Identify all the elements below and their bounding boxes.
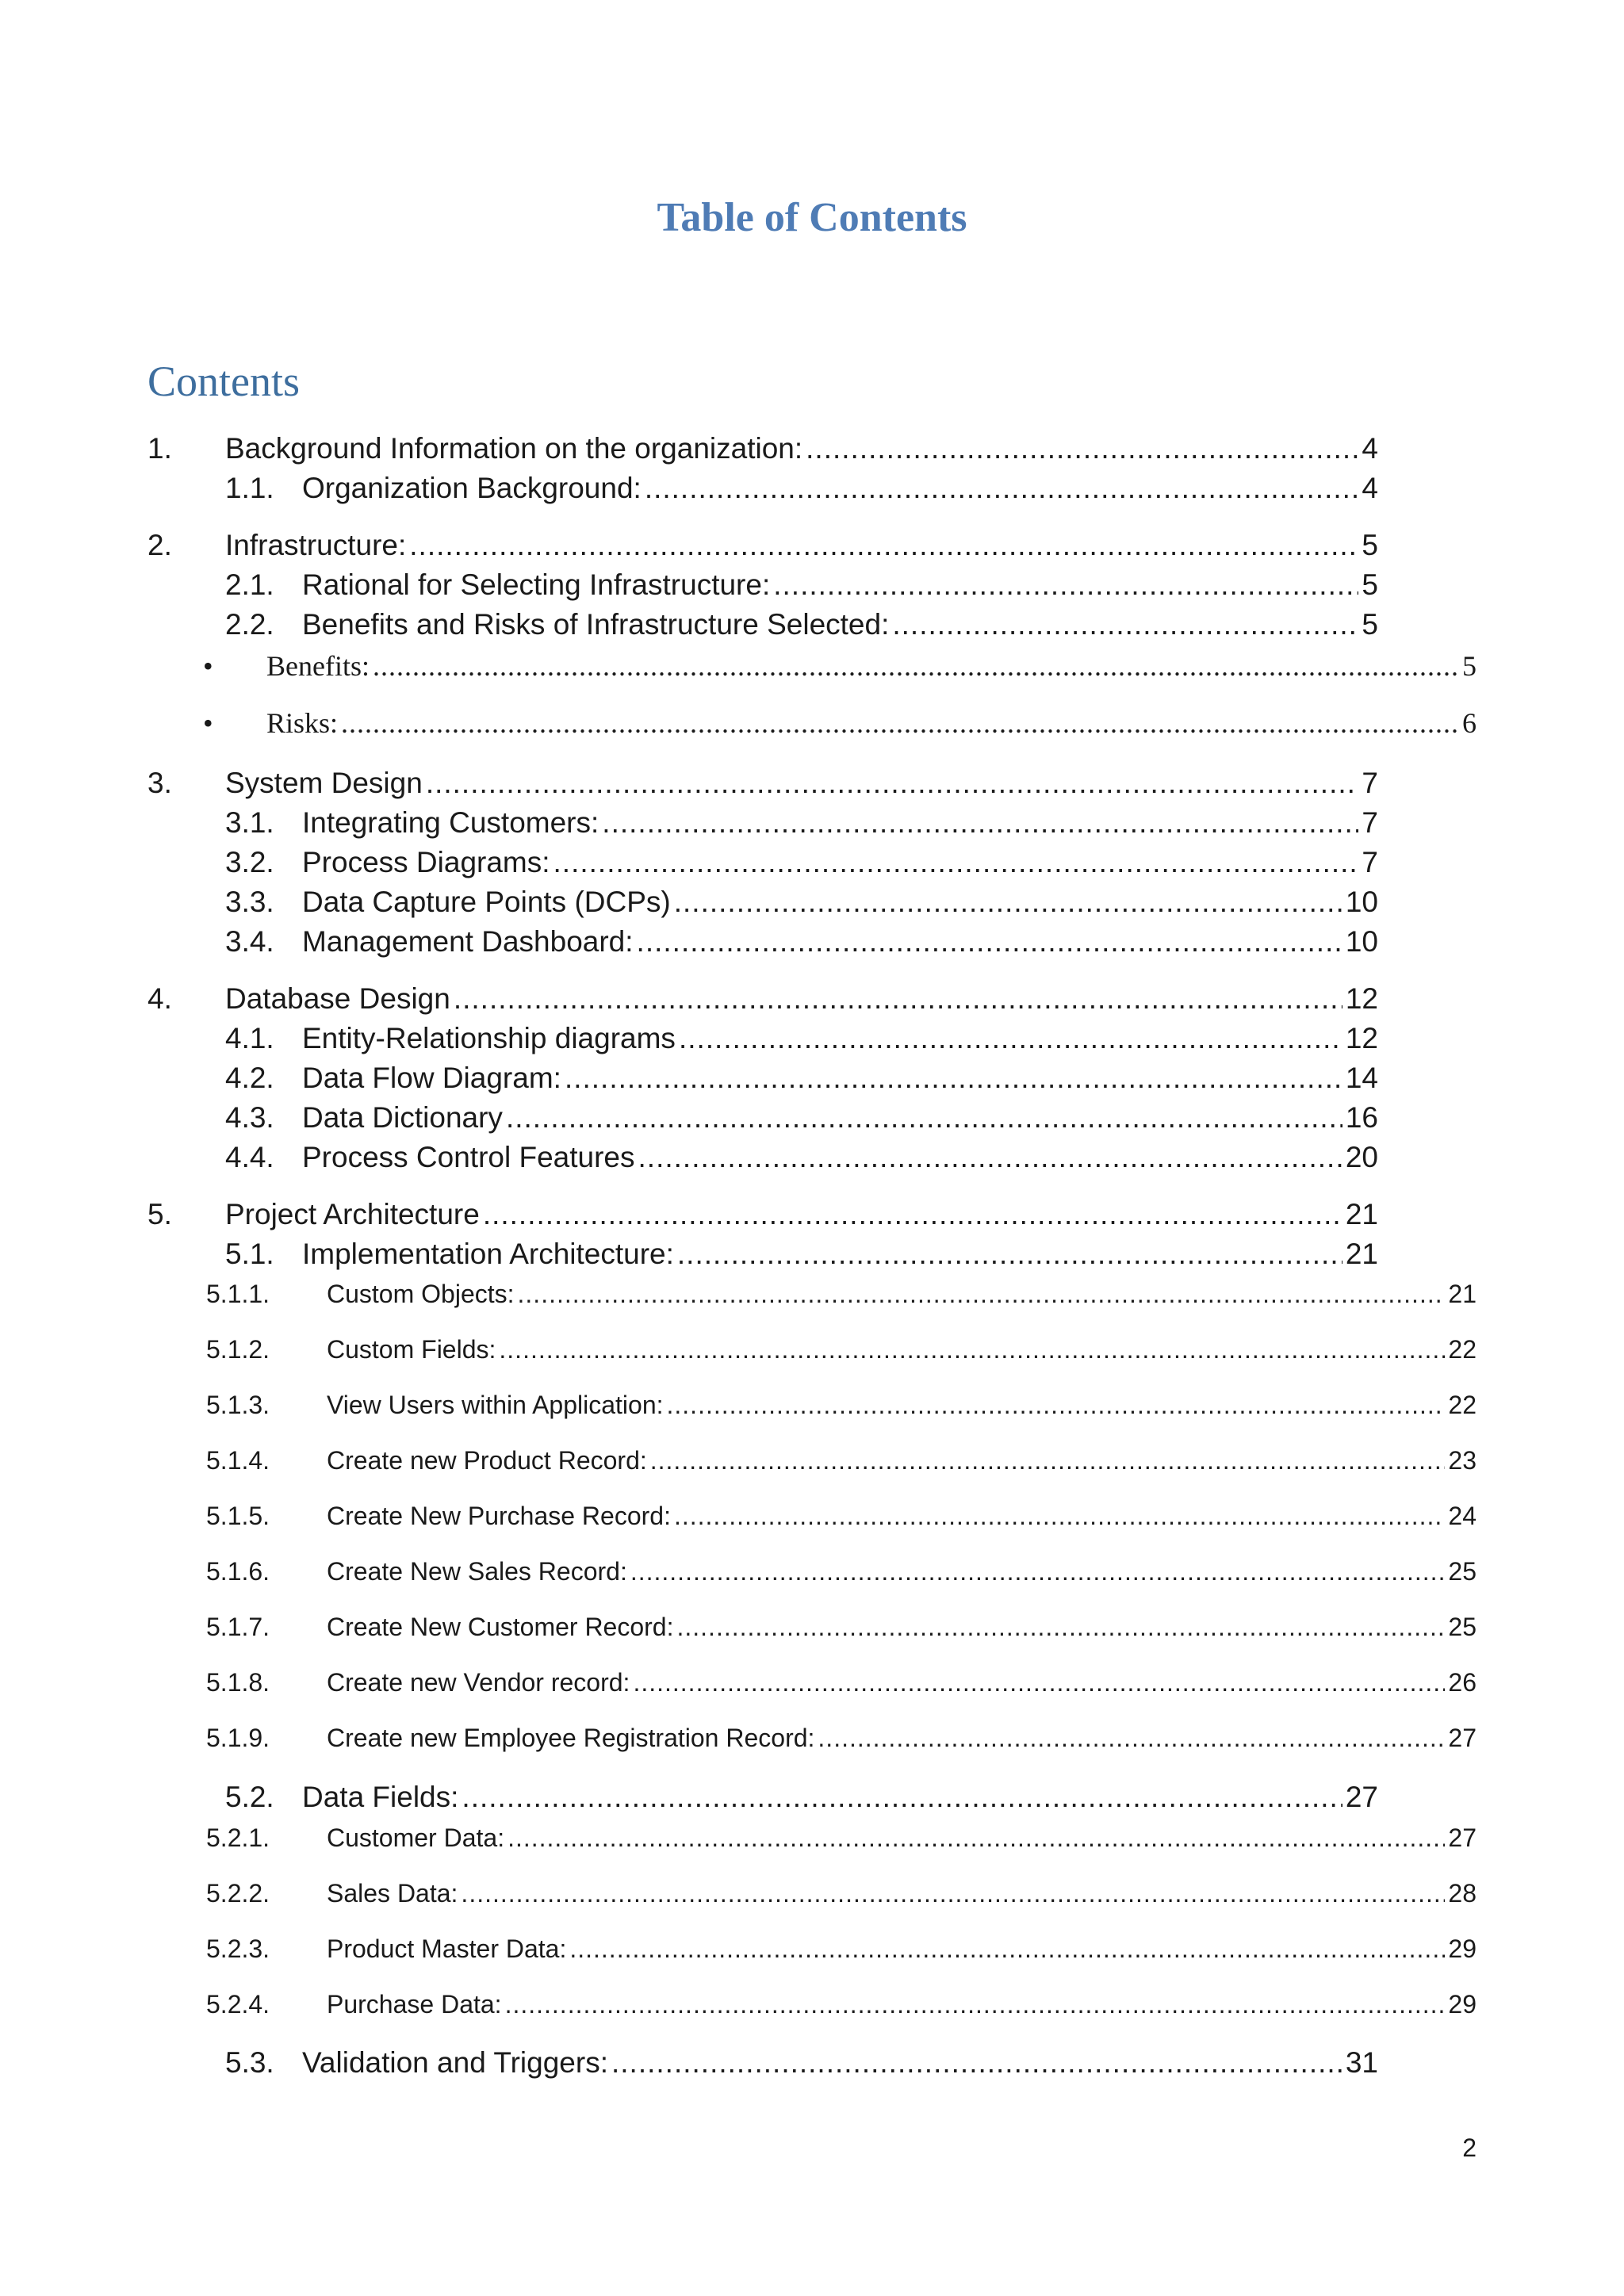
toc-leader-dots <box>426 763 1359 803</box>
toc-entry-page: 29 <box>1448 1990 1477 2019</box>
toc-leader-dots <box>506 1098 1342 1138</box>
toc-entry-page: 6 <box>1462 707 1477 739</box>
toc-entry[interactable] <box>225 565 1378 605</box>
toc-entry-number: 3.4. <box>225 925 274 958</box>
toc-entry-page: 7 <box>1362 846 1378 878</box>
toc-entry-page: 7 <box>1362 806 1378 839</box>
toc-entry-number: 2.2. <box>225 608 274 641</box>
toc-entry[interactable] <box>225 1138 1378 1177</box>
toc-entry-number: 5.2.2. <box>206 1879 270 1908</box>
toc-entry-number: 4.1. <box>225 1022 274 1054</box>
toc-entry-page: 12 <box>1345 1022 1378 1054</box>
toc-entry-number: 2. <box>147 529 172 561</box>
toc-entry-page: 4 <box>1362 432 1378 465</box>
toc-entry-label: Benefits: <box>266 650 370 682</box>
toc-entry-label: Background Information on the organization: <box>225 432 803 465</box>
toc-leader-dots <box>499 1331 1445 1368</box>
toc-entry-page: 27 <box>1448 1823 1477 1852</box>
toc-entry-page: 28 <box>1448 1879 1477 1908</box>
toc-entry-page: 31 <box>1345 2046 1378 2079</box>
toc-entry-label: Create new Vendor record: <box>327 1668 630 1697</box>
toc-leader-dots <box>638 1138 1342 1177</box>
toc-entry[interactable] <box>206 1498 1477 1534</box>
toc-entry[interactable] <box>225 469 1378 508</box>
toc-leader-dots <box>667 1387 1446 1423</box>
toc-entry[interactable] <box>147 526 1378 565</box>
toc-entry-label: Custom Fields: <box>327 1335 496 1364</box>
toc-entry-page: 20 <box>1345 1141 1378 1173</box>
toc-leader-dots <box>674 1498 1445 1534</box>
toc-leader-dots <box>630 1553 1446 1590</box>
toc-entry-label: View Users within Application: <box>327 1391 664 1419</box>
toc-entry-page: 26 <box>1448 1668 1477 1697</box>
toc-entry-label: Create New Purchase Record: <box>327 1502 671 1530</box>
toc-entry-page: 21 <box>1448 1280 1477 1308</box>
toc-entry-page: 21 <box>1345 1238 1378 1270</box>
toc-entry[interactable] <box>225 605 1378 645</box>
toc-leader-dots <box>679 1019 1342 1058</box>
toc-entry-page: 10 <box>1345 886 1378 918</box>
toc-entry-label: Rational for Selecting Infrastructure: <box>302 568 771 601</box>
toc-entry-label: Create new Employee Registration Record: <box>327 1724 815 1752</box>
toc-entry-number: 5.3. <box>225 2046 274 2079</box>
toc-leader-dots <box>806 429 1358 469</box>
page-number: 2 <box>1462 2133 1477 2162</box>
toc-entry-label: Process Control Features <box>302 1141 635 1173</box>
toc-entry-label: Data Flow Diagram: <box>302 1062 561 1094</box>
toc-entry-number: 5.1.4. <box>206 1446 270 1475</box>
toc-leader-dots <box>518 1276 1446 1312</box>
toc-entry-page: 22 <box>1448 1335 1477 1364</box>
toc-leader-dots <box>462 1777 1342 1817</box>
toc-entry-label: Create new Product Record: <box>327 1446 647 1475</box>
toc-entry-number: 4.2. <box>225 1062 274 1094</box>
toc-leader-dots <box>565 1058 1342 1098</box>
toc-entry[interactable] <box>203 647 1477 685</box>
toc-entry-label: Data Capture Points (DCPs) <box>302 886 671 918</box>
toc-entry-page: 12 <box>1345 982 1378 1015</box>
toc-entry-label: Infrastructure: <box>225 529 407 561</box>
toc-entry[interactable] <box>225 1777 1378 1817</box>
toc-entry-label: System Design <box>225 767 423 799</box>
toc-entry[interactable] <box>206 1986 1477 2022</box>
toc-entry-label: Organization Background: <box>302 472 642 504</box>
contents-heading: Contents <box>147 358 301 405</box>
toc-entry-number: 5.1.2. <box>206 1335 270 1364</box>
toc-entry[interactable] <box>225 803 1378 843</box>
toc-entry[interactable] <box>147 429 1378 469</box>
toc-entry-number: 5.1.7. <box>206 1613 270 1641</box>
toc-entry-number: 5.1.3. <box>206 1391 270 1419</box>
toc-leader-dots <box>505 1986 1446 2022</box>
toc-entry[interactable] <box>147 1195 1378 1234</box>
toc-entry[interactable] <box>206 1442 1477 1479</box>
toc-entry-number: 4.3. <box>225 1101 274 1134</box>
toc-leader-dots <box>650 1442 1446 1479</box>
toc-leader-dots <box>818 1720 1445 1756</box>
toc-entry[interactable] <box>206 1331 1477 1368</box>
toc-entry-number: 4.4. <box>225 1141 274 1173</box>
toc-entry-label: Management Dashboard: <box>302 925 634 958</box>
toc-entry-label: Entity-Relationship diagrams <box>302 1022 676 1054</box>
toc-entry-page: 5 <box>1462 650 1477 682</box>
toc-entry-number: 5.1.9. <box>206 1724 270 1752</box>
document-title: Table of Contents <box>657 195 967 240</box>
toc-entry[interactable] <box>225 1098 1378 1138</box>
toc-entry-page: 27 <box>1448 1724 1477 1752</box>
toc-entry-number: 5.1.6. <box>206 1557 270 1586</box>
toc-entry[interactable] <box>225 1058 1378 1098</box>
toc-entry-number: 5.1.1. <box>206 1280 270 1308</box>
toc-entry[interactable] <box>206 1931 1477 1967</box>
toc-entry-label: Project Architecture <box>225 1198 480 1230</box>
toc-entry-page: 4 <box>1362 472 1378 504</box>
toc-entry[interactable] <box>147 979 1378 1019</box>
toc-entry[interactable] <box>225 843 1378 882</box>
toc-entry-label: Sales Data: <box>327 1879 458 1908</box>
toc-entry-number: 3. <box>147 767 172 799</box>
toc-leader-dots <box>677 1234 1342 1274</box>
toc-entry-page: 22 <box>1448 1391 1477 1419</box>
toc-entry-number: 5.2.1. <box>206 1823 270 1852</box>
toc-leader-dots <box>553 843 1359 882</box>
toc-leader-dots <box>341 704 1459 742</box>
toc-entry-number: 5.1. <box>225 1238 274 1270</box>
toc-entry-number: 3.1. <box>225 806 274 839</box>
toc-entry-page: 5 <box>1362 529 1378 561</box>
toc-leader-dots <box>373 647 1459 685</box>
toc-entry-number: 4. <box>147 982 172 1015</box>
toc-entry-label: Data Dictionary <box>302 1101 503 1134</box>
toc-leader-dots <box>674 882 1342 922</box>
toc-entry-number: 2.1. <box>225 568 274 601</box>
toc-entry-number: 5.1.5. <box>206 1502 270 1530</box>
toc-entry[interactable] <box>203 704 1477 742</box>
toc-leader-dots <box>409 526 1358 565</box>
toc-entry-number: 5.1.8. <box>206 1668 270 1697</box>
toc-entry[interactable] <box>206 1276 1477 1312</box>
toc-entry-page: 23 <box>1448 1446 1477 1475</box>
toc-entry-label: Process Diagrams: <box>302 846 550 878</box>
toc-entry-label: Create New Sales Record: <box>327 1557 627 1586</box>
toc-entry-page: 27 <box>1345 1781 1378 1813</box>
toc-leader-dots <box>569 1931 1445 1967</box>
toc-entry-page: 7 <box>1362 767 1378 799</box>
toc-entry-label: Customer Data: <box>327 1823 505 1852</box>
bullet-icon: • <box>203 707 213 739</box>
toc-entry-label: Create New Customer Record: <box>327 1613 674 1641</box>
toc-entry-page: 5 <box>1362 608 1378 641</box>
toc-entry-page: 21 <box>1345 1198 1378 1230</box>
toc-entry-page: 14 <box>1345 1062 1378 1094</box>
toc-leader-dots <box>773 565 1358 605</box>
toc-entry-label: Benefits and Risks of Infrastructure Selected: <box>302 608 890 641</box>
toc-entry-page: 24 <box>1448 1502 1477 1530</box>
toc-entry[interactable] <box>225 1019 1378 1058</box>
toc-leader-dots <box>676 1609 1445 1645</box>
toc-leader-dots <box>461 1875 1445 1911</box>
toc-leader-dots <box>483 1195 1342 1234</box>
toc-entry-label: Purchase Data: <box>327 1990 502 2019</box>
toc-entry[interactable] <box>206 1387 1477 1423</box>
toc-entry[interactable] <box>206 1664 1477 1701</box>
toc-entry[interactable] <box>206 1553 1477 1590</box>
toc-leader-dots <box>633 1664 1445 1701</box>
toc-leader-dots <box>892 605 1358 645</box>
toc-entry-label: Database Design <box>225 982 450 1015</box>
toc-entry[interactable] <box>147 763 1378 803</box>
toc-entry-label: Product Master Data: <box>327 1934 567 1963</box>
toc-leader-dots <box>611 2043 1342 2083</box>
toc-entry[interactable] <box>225 882 1378 922</box>
bullet-icon: • <box>203 650 213 682</box>
toc-leader-dots <box>508 1820 1445 1856</box>
toc-entry-page: 16 <box>1345 1101 1378 1134</box>
toc-leader-dots <box>602 803 1358 843</box>
toc-entry[interactable] <box>206 1609 1477 1645</box>
toc-entry-label: Risks: <box>266 707 339 739</box>
toc-entry-label: Integrating Customers: <box>302 806 599 839</box>
toc-entry-number: 3.2. <box>225 846 274 878</box>
toc-entry-page: 10 <box>1345 925 1378 958</box>
toc-entry-page: 25 <box>1448 1557 1477 1586</box>
toc-entry-number: 5.2.3. <box>206 1934 270 1963</box>
toc-entry-label: Validation and Triggers: <box>302 2046 608 2079</box>
toc-entry[interactable] <box>206 1820 1477 1856</box>
toc-entry[interactable] <box>206 1875 1477 1911</box>
toc-entry[interactable] <box>225 922 1378 962</box>
toc-entry-number: 1. <box>147 432 172 465</box>
toc-entry-label: Custom Objects: <box>327 1280 515 1308</box>
toc-entry-number: 5.2. <box>225 1781 274 1813</box>
toc-entry[interactable] <box>206 1720 1477 1756</box>
toc-entry-number: 1.1. <box>225 472 274 504</box>
toc-entry[interactable] <box>225 2043 1378 2083</box>
toc-leader-dots <box>454 979 1342 1019</box>
toc-leader-dots <box>637 922 1342 962</box>
toc-entry-label: Implementation Architecture: <box>302 1238 674 1270</box>
toc-entry-label: Data Fields: <box>302 1781 459 1813</box>
toc-entry-number: 5.2.4. <box>206 1990 270 2019</box>
toc-entry-page: 25 <box>1448 1613 1477 1641</box>
toc-leader-dots <box>645 469 1359 508</box>
toc-entry[interactable] <box>225 1234 1378 1274</box>
toc-entry-number: 5. <box>147 1198 172 1230</box>
toc-entry-number: 3.3. <box>225 886 274 918</box>
toc-entry-page: 29 <box>1448 1934 1477 1963</box>
toc-entry-page: 5 <box>1362 568 1378 601</box>
